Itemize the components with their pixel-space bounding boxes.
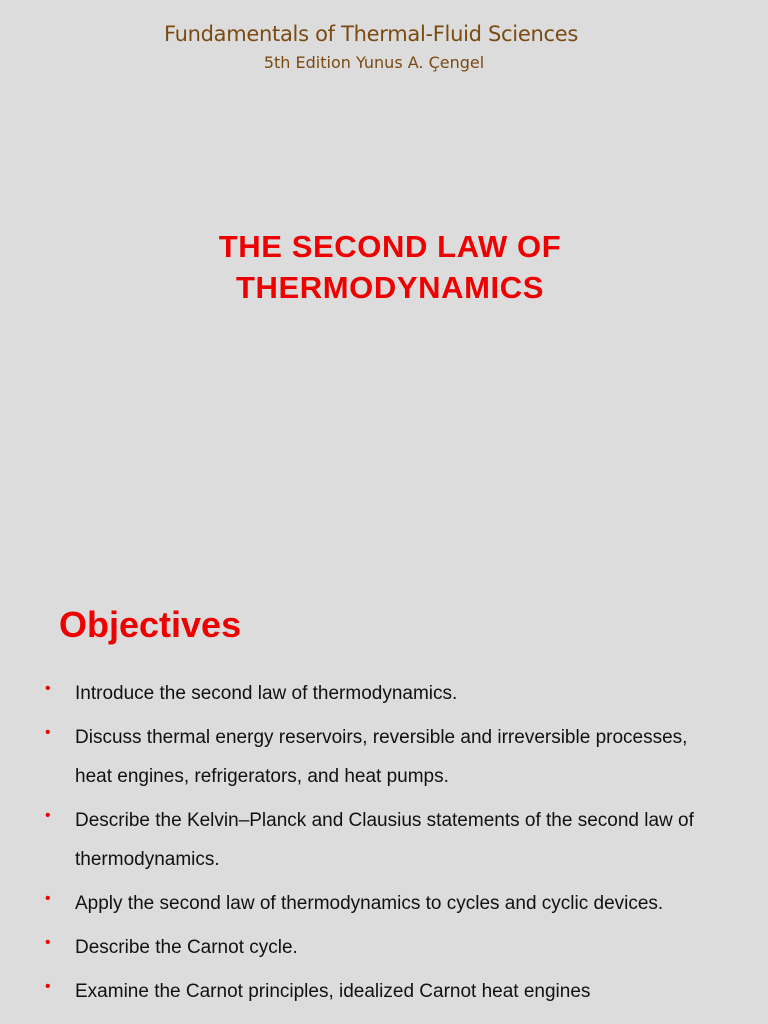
- chapter-title: [160, 226, 620, 308]
- list-item: [0, 718, 768, 796]
- list-item: [0, 674, 768, 713]
- objective-text: Describe the Carnot cycle.: [75, 937, 298, 958]
- objective-text: Describe the Kelvin–Planck and Clausius statements of the second law of thermodynamics.: [75, 810, 694, 870]
- bullet-icon: •: [45, 934, 51, 951]
- book-subtitle: 5th Edition Yunus A. Çengel: [263, 53, 485, 72]
- objective-text: Apply the second law of thermodynamics to cycles and cyclic devices.: [75, 893, 664, 914]
- bullet-icon: •: [45, 724, 51, 741]
- objective-text: Examine the Carnot principles, idealized Carnot heat engines: [75, 981, 591, 1002]
- list-item: [0, 801, 768, 879]
- bullet-icon: •: [45, 680, 51, 697]
- list-item: [0, 972, 768, 1011]
- bullet-icon: •: [45, 890, 51, 907]
- chapter-title-line-2: THERMODYNAMICS: [235, 270, 545, 305]
- book-title: Fundamentals of Thermal-Fluid Sciences: [164, 22, 578, 46]
- list-item: [0, 884, 768, 923]
- objective-text: Introduce the second law of thermodynamics.: [75, 683, 458, 704]
- chapter-title-line-1: THE SECOND LAW OF: [218, 229, 562, 264]
- bullet-icon: •: [45, 978, 51, 995]
- objective-text: Discuss thermal energy reservoirs, reversible and irreversible processes, heat engines, refrigerators, and heat pumps.: [75, 727, 688, 787]
- bullet-icon: •: [45, 807, 51, 824]
- objectives-heading: Objectives: [59, 604, 242, 645]
- list-item: [0, 928, 768, 967]
- objectives-list: [0, 674, 768, 1016]
